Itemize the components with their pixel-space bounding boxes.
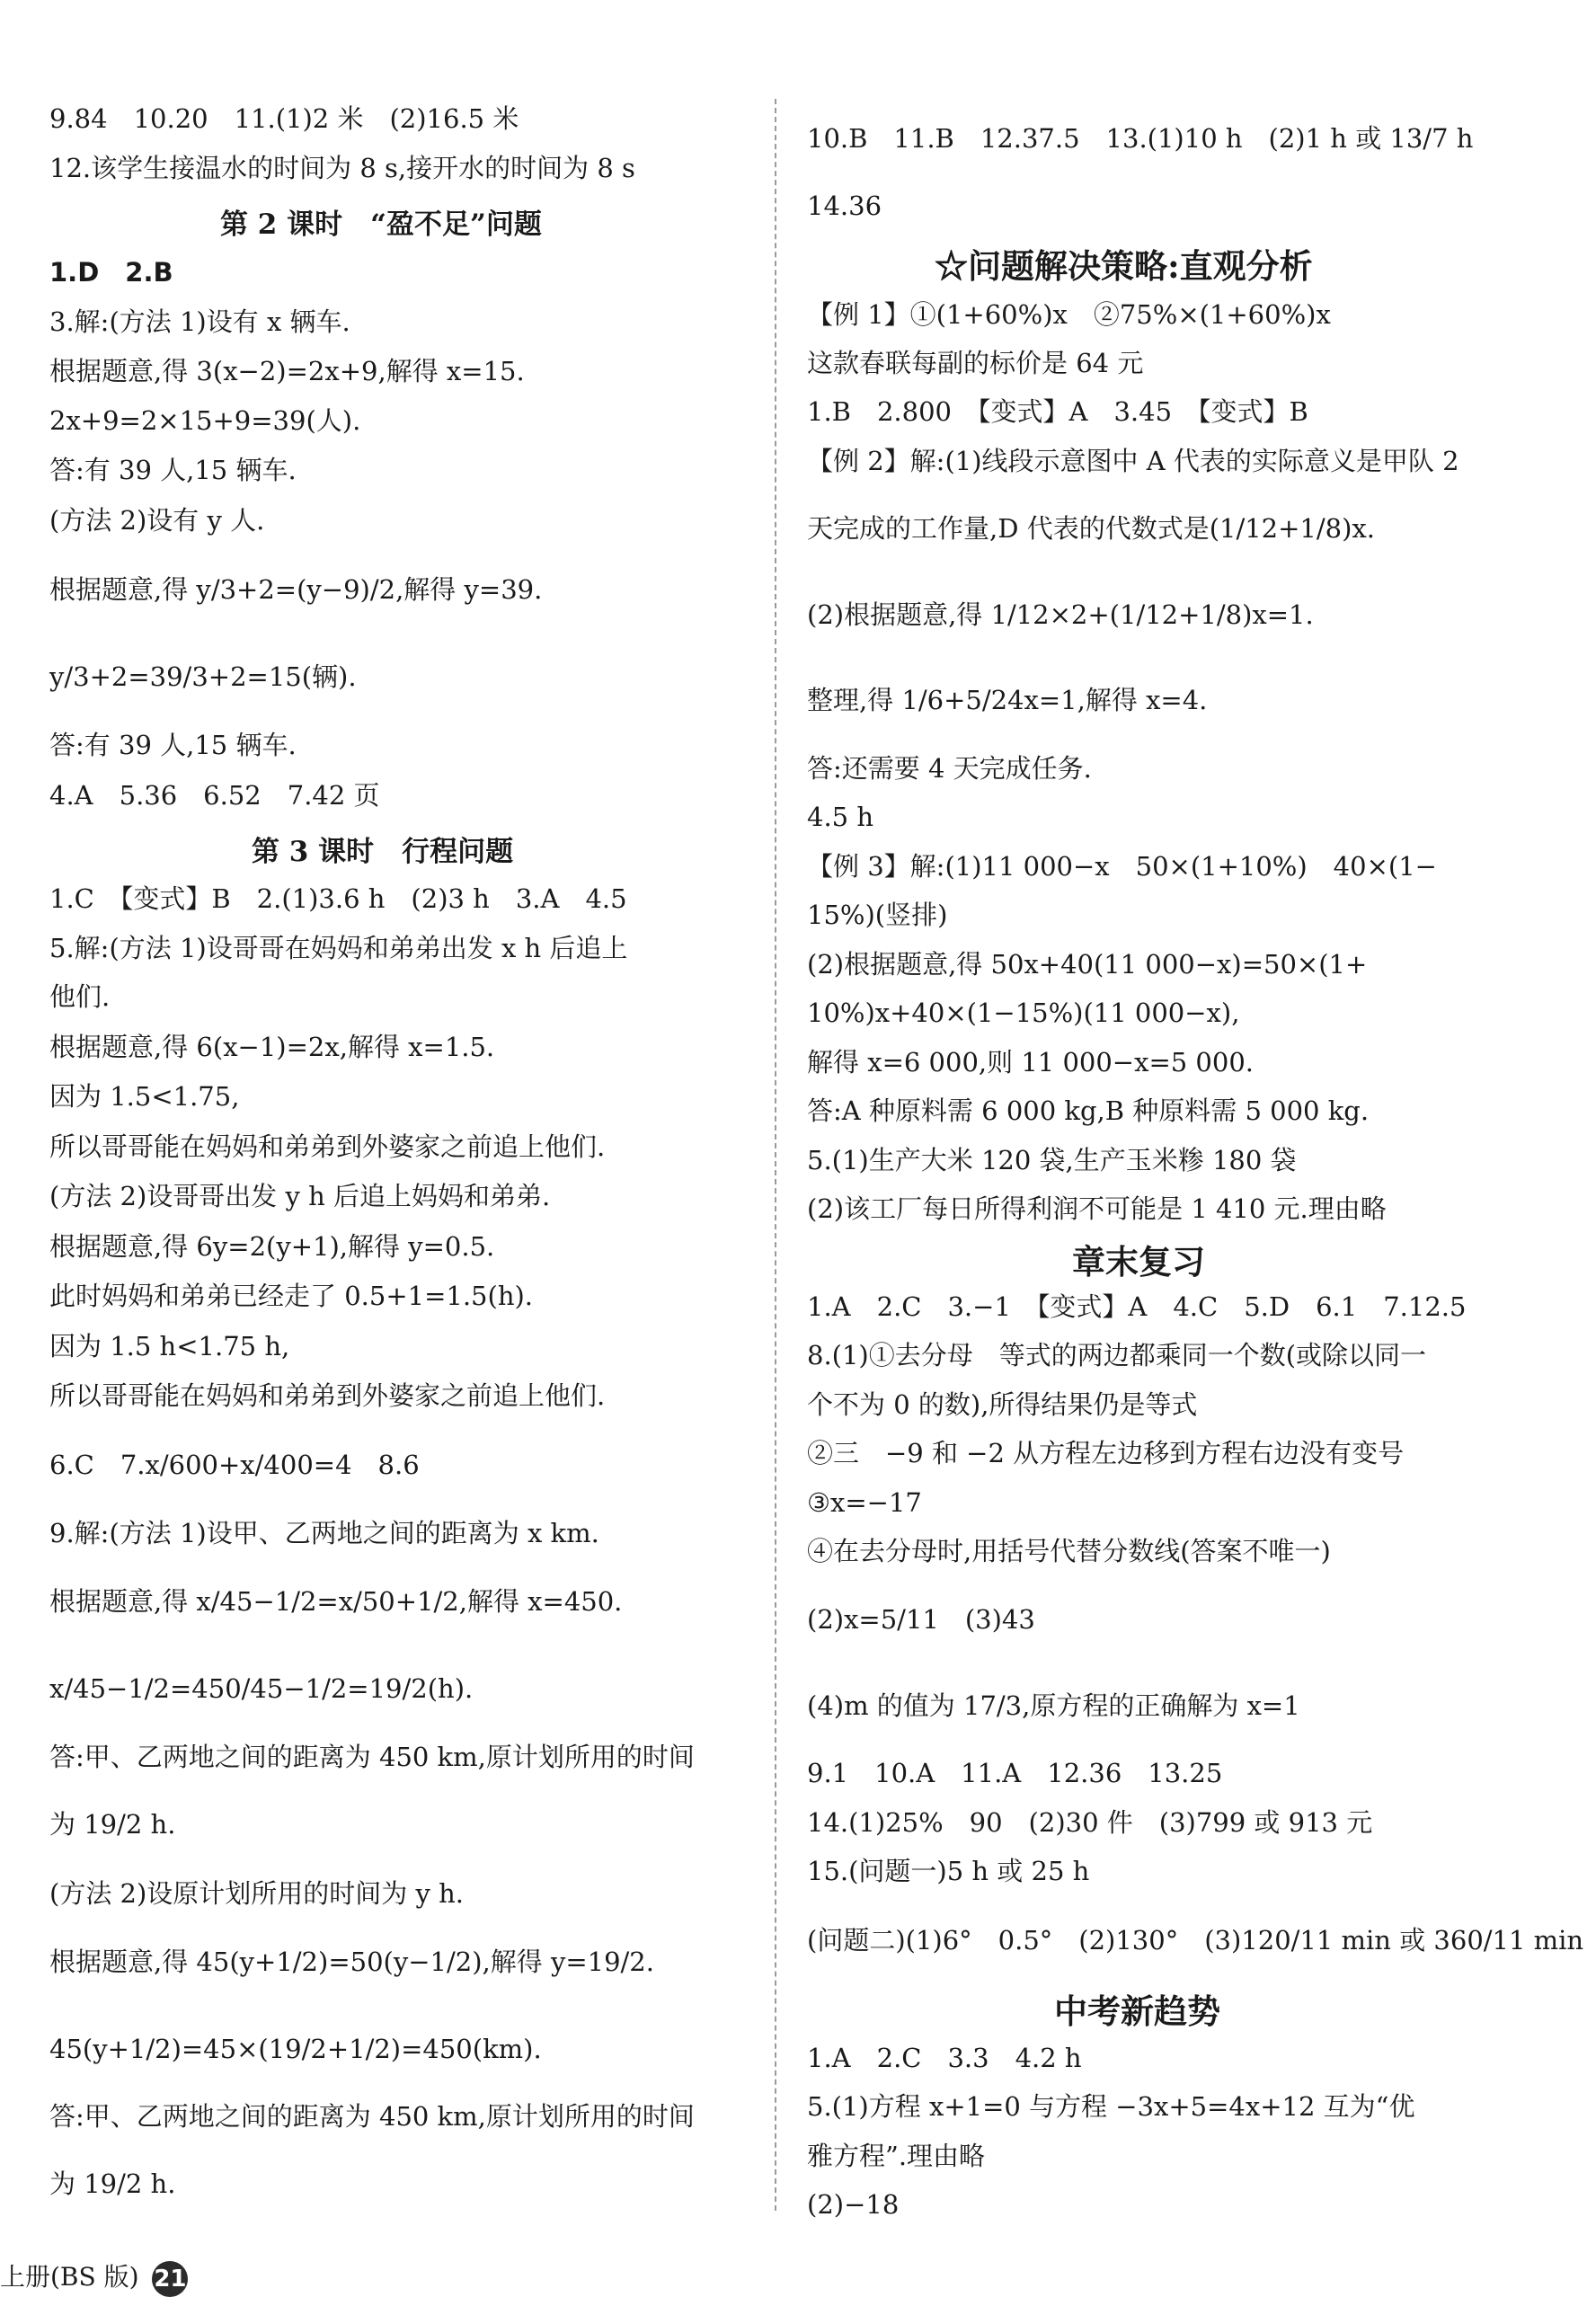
answer-line: 10.B 11.B 12.37.5 13.(1)10 h (2)1 h 或 13/7 h — [807, 123, 1474, 154]
answer-line: 2x+9=2×15+9=39(人). — [49, 405, 361, 436]
answer-line: 45(y+1/2)=45×(19/2+1/2)=450(km). — [49, 2034, 542, 2064]
page-number-badge: 21 — [152, 2261, 188, 2297]
answer-line: 整理,得 1/6+5/24x=1,解得 x=4. — [807, 685, 1208, 715]
answer-line: 5.(1)生产大米 120 袋,生产玉米糁 180 袋 — [807, 1145, 1297, 1175]
answer-line: (方法 2)设原计划所用的时间为 y h. — [49, 1878, 465, 1909]
section-heading-chapter-review: 章末复习 — [1072, 1242, 1205, 1282]
answer-line: 4.5 h — [807, 802, 874, 832]
answer-line: x/45−1/2=450/45−1/2=19/2(h). — [49, 1673, 474, 1704]
answer-line: 4.A 5.36 6.52 7.42 页 — [49, 780, 380, 811]
answer-line: 15.(问题一)5 h 或 25 h — [807, 1856, 1090, 1886]
answer-line: 1.A 2.C 3.−1 【变式】A 4.C 5.D 6.1 7.12.5 — [807, 1291, 1467, 1322]
answer-line: ④在去分母时,用括号代替分数线(答案不唯一) — [807, 1536, 1331, 1566]
answer-line: 答:甲、乙两地之间的距离为 450 km,原计划所用的时间 — [49, 1742, 695, 1772]
answer-line: 答:甲、乙两地之间的距离为 450 km,原计划所用的时间 — [49, 2101, 695, 2132]
answer-line: 【例 2】解:(1)线段示意图中 A 代表的实际意义是甲队 2 — [807, 446, 1459, 476]
answer-line: (4)m 的值为 17/3,原方程的正确解为 x=1 — [807, 1690, 1300, 1721]
answer-line: 15%)(竖排) — [807, 900, 948, 930]
column-divider — [775, 99, 776, 2211]
answer-line: 8.(1)①去分母 等式的两边都乘同一个数(或除以同一 — [807, 1340, 1427, 1370]
answer-line: (2)根据题意,得 1/12×2+(1/12+1/8)x=1. — [807, 599, 1314, 630]
answer-line: 答:有 39 人,15 辆车. — [49, 455, 297, 485]
edition-label: 上册(BS 版) — [0, 2262, 139, 2292]
answer-line: 根据题意,得 3(x−2)=2x+9,解得 x=15. — [49, 356, 525, 386]
answer-line: 14.36 — [807, 191, 882, 221]
section-heading-strategy: ☆问题解决策略:直观分析 — [935, 246, 1313, 286]
answer-line: 1.A 2.C 3.3 4.2 h — [807, 2043, 1082, 2073]
answer-line: ②三 −9 和 −2 从方程左边移到方程右边没有变号 — [807, 1438, 1405, 1468]
answer-line: 为 19/2 h. — [49, 2168, 176, 2199]
answer-line: 1.C 【变式】B 2.(1)3.6 h (2)3 h 3.A 4.5 — [49, 883, 627, 914]
answer-line: 6.C 7.x/600+x/400=4 8.6 — [49, 1450, 420, 1480]
answer-line: 根据题意,得 x/45−1/2=x/50+1/2,解得 x=450. — [49, 1586, 623, 1617]
answer-line: 答:还需要 4 天完成任务. — [807, 753, 1092, 784]
answer-line: 因为 1.5 h<1.75 h, — [49, 1331, 290, 1361]
section-heading-lesson-3: 第 3 课时 行程问题 — [252, 836, 514, 868]
answer-line: 这款春联每副的标价是 64 元 — [807, 348, 1144, 378]
answer-line: 根据题意,得 6y=2(y+1),解得 y=0.5. — [49, 1231, 495, 1262]
answer-line: 根据题意,得 6(x−1)=2x,解得 x=1.5. — [49, 1032, 495, 1062]
answer-line: 9.84 10.20 11.(1)2 米 (2)16.5 米 — [49, 103, 519, 134]
answer-line: 他们. — [49, 981, 111, 1012]
answer-line: 所以哥哥能在妈妈和弟弟到外婆家之前追上他们. — [49, 1131, 606, 1162]
answer-line: 根据题意,得 45(y+1/2)=50(y−1/2),解得 y=19/2. — [49, 1947, 654, 1977]
answer-line: 此时妈妈和弟弟已经走了 0.5+1=1.5(h). — [49, 1281, 534, 1311]
answer-line: 为 19/2 h. — [49, 1809, 176, 1840]
answer-line: 个不为 0 的数),所得结果仍是等式 — [807, 1389, 1198, 1420]
answer-line: (方法 2)设哥哥出发 y h 后追上妈妈和弟弟. — [49, 1181, 551, 1211]
answer-line: (2)根据题意,得 50x+40(11 000−x)=50×(1+ — [807, 949, 1368, 980]
answer-line: 10%)x+40×(1−15%)(11 000−x), — [807, 998, 1240, 1028]
answer-line: 3.解:(方法 1)设有 x 辆车. — [49, 306, 350, 337]
answer-line: 因为 1.5<1.75, — [49, 1081, 240, 1112]
answer-line: 答:A 种原料需 6 000 kg,B 种原料需 5 000 kg. — [807, 1095, 1370, 1126]
answer-line: (2)−18 — [807, 2189, 900, 2220]
answer-line: y/3+2=39/3+2=15(辆). — [49, 661, 357, 692]
answer-line: 5.解:(方法 1)设哥哥在妈妈和弟弟出发 x h 后追上 — [49, 933, 628, 963]
answer-line: 9.解:(方法 1)设甲、乙两地之间的距离为 x km. — [49, 1518, 599, 1548]
answer-line: 9.1 10.A 11.A 12.36 13.25 — [807, 1758, 1223, 1788]
section-heading-exam-trend: 中考新趋势 — [1054, 1991, 1220, 2031]
section-heading-lesson-2: 第 2 课时 “盈不足”问题 — [220, 208, 542, 241]
answer-line: 解得 x=6 000,则 11 000−x=5 000. — [807, 1047, 1254, 1078]
answer-line: 5.(1)方程 x+1=0 与方程 −3x+5=4x+12 互为“优 — [807, 2091, 1415, 2122]
answer-line: 雅方程”.理由略 — [807, 2141, 986, 2171]
answer-line: (2)该工厂每日所得利润不可能是 1 410 元.理由略 — [807, 1193, 1387, 1224]
answer-line: 所以哥哥能在妈妈和弟弟到外婆家之前追上他们. — [49, 1380, 606, 1411]
page-footer — [0, 2257, 188, 2297]
answer-line: (问题二)(1)6° 0.5° (2)130° (3)120/11 min 或 360/11 min — [807, 1925, 1584, 1956]
answer-line: 根据题意,得 y/3+2=(y−9)/2,解得 y=39. — [49, 574, 543, 605]
answer-line: 14.(1)25% 90 (2)30 件 (3)799 或 913 元 — [807, 1807, 1373, 1838]
answer-line: 1.B 2.800 【变式】A 3.45 【变式】B — [807, 396, 1308, 427]
answer-line: 12.该学生接温水的时间为 8 s,接开水的时间为 8 s — [49, 153, 635, 183]
answer-line: 答:有 39 人,15 辆车. — [49, 730, 297, 760]
answer-line: 【例 1】①(1+60%)x ②75%×(1+60%)x — [807, 299, 1331, 330]
answer-line: 天完成的工作量,D 代表的代数式是(1/12+1/8)x. — [807, 513, 1375, 544]
answer-line: ③x=−17 — [807, 1487, 922, 1518]
answer-line: 1.D 2.B — [49, 257, 173, 288]
answer-line: (方法 2)设有 y 人. — [49, 505, 265, 536]
answer-line: 【例 3】解:(1)11 000−x 50×(1+10%) 40×(1− — [807, 851, 1437, 882]
answer-line: (2)x=5/11 (3)43 — [807, 1604, 1035, 1635]
